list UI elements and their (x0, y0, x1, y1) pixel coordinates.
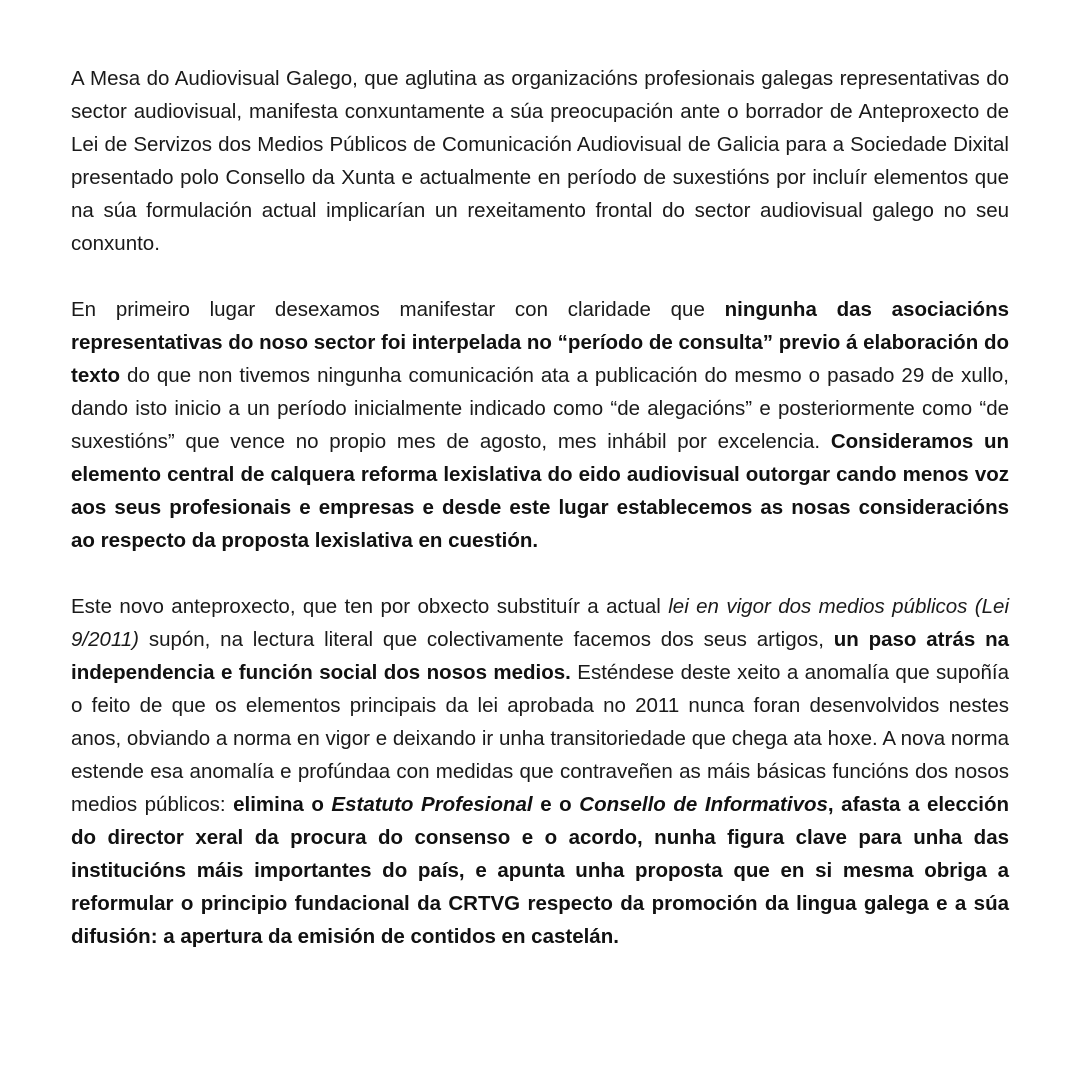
bold-text-run: Consideramos un elemento central de calquera reforma lexislativa do eido audiovisual outorgar cando menos voz aos seus profesionais e empresas e desde este lugar establecemos as nosas consideracións ao respecto da proposta lexislativa en cuestión. (71, 430, 1009, 552)
bold-text-run: un paso atrás na independencia e función social dos nosos medios. (71, 628, 1009, 684)
bold-italic-text-run (331, 793, 532, 816)
bold-text-run: , afasta a elección do director xeral da procura do consenso e o acordo, nunha figura clave para unha das institucións máis importantes do país, e apunta unha proposta que en si mesma obriga a reformular o principio fundacional da CRTVG respecto da promoción da lingua galega e a súa difusión: a apertura da emisión de contidos en castelán. (71, 793, 1009, 948)
text-run: A Mesa do Audiovisual Galego, que aglutina as organizacións profesionais galegas representativas do sector audiovisual, manifesta conxuntamente a súa preocupación ante o borrador de Anteproxecto de Lei de Servizos dos Medios Públicos de Comunicación Audiovisual de Galicia para a Sociedade Dixital presentado polo Consello da Xunta e actualmente en período de suxestións por incluír elementos que na súa formulación actual implicarían un rexeitamento frontal do sector audiovisual galego no seu conxunto. (71, 67, 1009, 255)
italic-text-run: Estatuto Profesional (331, 793, 533, 816)
text-run: supón, na lectura literal que colectivamente facemos dos seus artigos, (139, 628, 834, 651)
bold-italic-text-run (579, 793, 828, 816)
italic-text-run: Consello de Informativos (579, 793, 828, 816)
italic-text-run: lei en vigor dos medios públicos (Lei 9/2011) (71, 595, 1009, 651)
text-run: Esténdese deste xeito a anomalía que supoñía o feito de que os elementos principais da lei aprobada no 2011 nunca foran desenvolvidos nestes anos, obviando a norma en vigor e deixando ir unha transitoriedade que chega ata hoxe. A nova norma estende esa anomalía e profúndaa con medidas que contraveñen as máis básicas funcións dos nosos medios públicos: (71, 661, 1009, 816)
text-run: En primeiro lugar desexamos manifestar con claridade que (71, 298, 725, 321)
text-run: do que non tivemos ningunha comunicación ata a publicación do mesmo o pasado 29 de xullo, dando isto inicio a un período inicialmente indicado como “de alegacións” e posteriormente como “de suxestións” que vence no propio mes de agosto, mes inhábil por excelencia. (71, 364, 1009, 453)
bold-text-run: elimina o (233, 793, 332, 816)
paragraph-consultation (71, 293, 1009, 557)
text-run: Este novo anteproxecto, que ten por obxecto substituír a actual (71, 595, 669, 618)
document-body (71, 62, 1009, 953)
bold-text-run: e o (532, 793, 580, 816)
paragraph-draft-law (71, 590, 1009, 953)
paragraph-intro (71, 62, 1009, 260)
bold-text-run: ningunha das asociacións representativas do noso sector foi interpelada no “período de consulta” previo á elaboración do texto (71, 298, 1010, 387)
